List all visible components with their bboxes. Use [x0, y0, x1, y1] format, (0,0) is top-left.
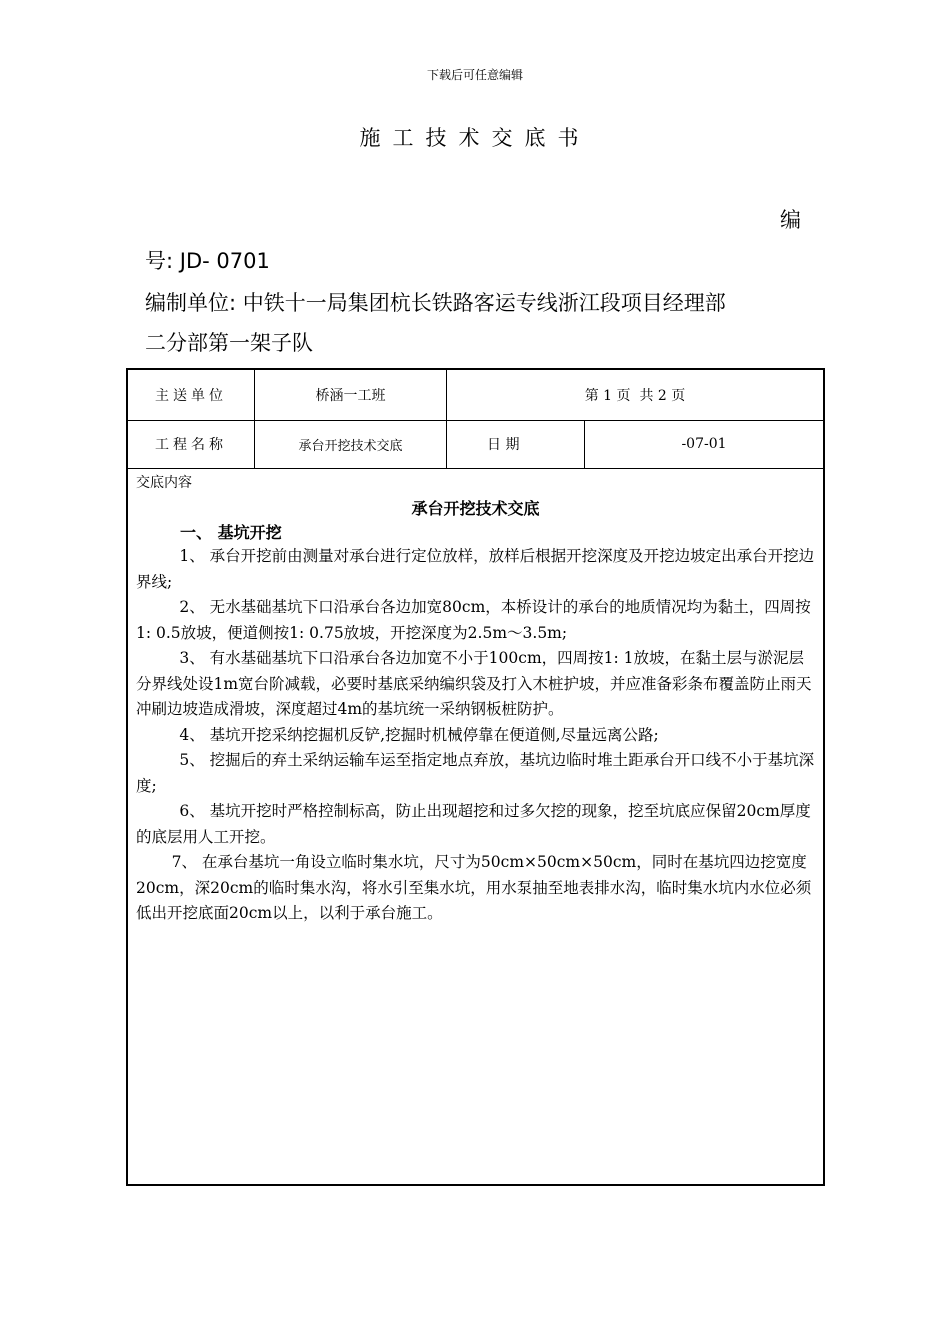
- paragraph: 2、 无水基础基坑下口沿承台各边加宽80cm，本桥设计的承台的地质情况均为黏土，四周按1: 0.5放坡，便道侧按1: 0.75放坡，开挖深度为2.5m～3.5m;: [136, 598, 811, 642]
- paragraph: 3、 有水基础基坑下口沿承台各边加宽不小于100cm，四周按1: 1放坡，在黏土层与淤泥层分界线处设1m宽台阶减载，必要时基底采纳编织袋及打入木桩护坡，并应准备彩条布覆盖防止雨天冲刷边坡造成滑坡，深度超过4m的基坑统一采纳钢板桩防护。: [136, 649, 812, 718]
- document-number: 号: JD- 0701: [145, 249, 270, 273]
- paragraph: 7、 在承台基坑一角设立临时集水坑，尺寸为50cm×50cm×50cm，同时在基坑四边挖宽度20cm，深20cm的临时集水沟，将水引至集水坑，用水泵抽至地表排水沟，临时集水坑内水位必须低出开挖底面20cm以上，以利于承台施工。: [136, 853, 812, 922]
- issuing-unit-line1: 编制单位: 中铁十一局集团杭长铁路客运专线浙江段项目经理部: [145, 291, 726, 315]
- content-label: 交底内容: [136, 475, 192, 491]
- paragraph: 5、 挖掘后的弃土采纳运输车运至指定地点弃放，基坑边临时堆土距承台开口线不小于基坑深度;: [136, 751, 815, 795]
- paragraph: 4、 基坑开挖采纳挖掘机反铲,挖掘时机械停靠在便道侧,尽量远离公路;: [179, 725, 659, 744]
- document-title: 施工技术交底书: [359, 126, 591, 150]
- content-paragraphs: [136, 544, 818, 927]
- recipient-label: 主送单位: [128, 370, 255, 420]
- page-indicator: 第 1 页 共 2 页: [584, 388, 686, 404]
- paragraph: 6、 基坑开挖时严格控制标高，防止出现超挖和过多欠挖的现象，挖至坑底应保留20cm厚度的底层用人工开挖。: [136, 802, 811, 846]
- date-label: 日 期: [447, 420, 585, 468]
- paragraph: 1、 承台开挖前由测量对承台进行定位放样，放样后根据开挖深度及开挖边坡定出承台开挖边界线;: [136, 547, 815, 591]
- handover-content: [128, 468, 823, 1184]
- project-name-value: 承台开挖技术交底: [255, 420, 447, 468]
- date-value: -07-01: [681, 436, 727, 452]
- table-row-project: [128, 420, 823, 469]
- project-name-label: 工程名称: [128, 420, 255, 468]
- table-row-recipient: [128, 370, 823, 421]
- number-prefix: 编: [780, 208, 801, 232]
- recipient-value: 桥涵一工班: [255, 370, 447, 420]
- issuing-unit-line2: 二分部第一架子队: [145, 331, 313, 355]
- content-title: 承台开挖技术交底: [411, 499, 540, 518]
- handover-table: [126, 368, 825, 1186]
- header-note: 下载后可任意编辑: [426, 68, 523, 82]
- section-heading: 一、 基坑开挖: [180, 523, 282, 542]
